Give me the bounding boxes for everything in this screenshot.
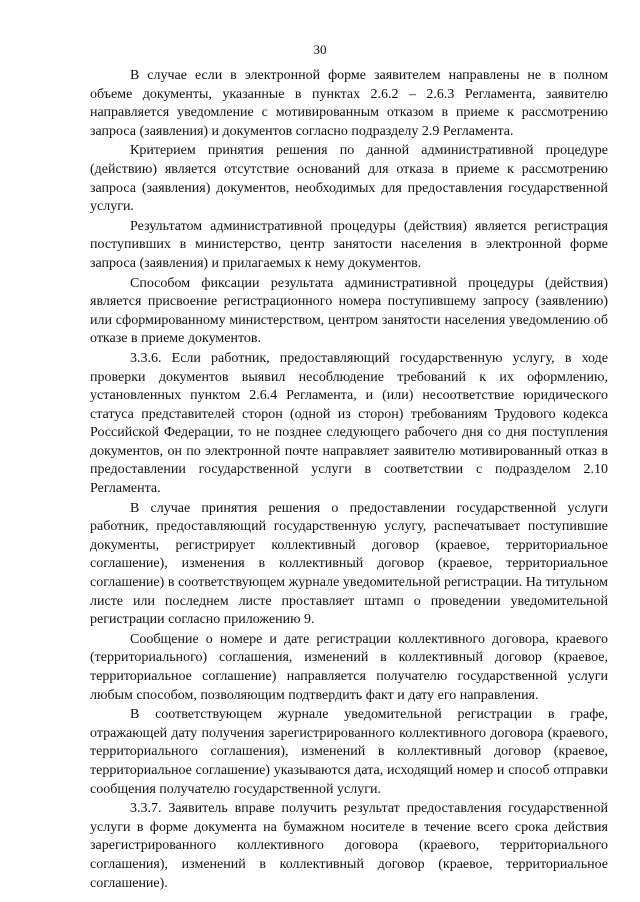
paragraph-7: Сообщение о номере и дате регистрации коллективного договора, краевого (территориального) соглашения, изменений в коллективный договор (краевое, территориальное соглашение) направляется получателю государственной услуги любым способом, позволяющим подтвердить факт и дату его направления. [90, 631, 608, 703]
paragraph-9: 3.3.7. Заявитель вправе получить результат предоставления государственной услуги в форме документа на бумажном носителе в течение всего срока действия зарегистрированного коллективного договора (краевого, территориального соглашения), изменений в коллективный договор (краевое, территориальное соглашение). [90, 801, 608, 891]
paragraph-2: Критерием принятия решения по данной административной процедуре (действию) является отсутствие оснований для отказа в приеме к рассмотрению запроса (заявления) документов, необходимых для предоставления государственной услуги. [90, 143, 608, 215]
paragraph-1: В случае если в электронной форме заявителем направлены не в полном объеме документы, указанные в пунктах 2.6.2 – 2.6.3 Регламента, заявителю направляется уведомление с мотивированным отказом в приеме к рассмотрению запроса (заявления) и документов согласно подразделу 2.9 Регламента. [90, 68, 608, 139]
paragraph-3: Результатом административной процедуры (действия) является регистрация поступивших в министерство, центр занятости населения в электронной форме запроса (заявления) и прилагаемых к нему документов. [90, 218, 608, 271]
paragraph-5: 3.3.6. Если работник, предоставляющий государственную услугу, в ходе проверки документов выявил несоблюдение требований к их оформлению, установленных пунктом 2.6.4 Регламента, и (или) несоответствие юридического статуса представителей сторон (одной из сторон) требованиям Трудового кодекса Российской Федерации, то не позднее следующего рабочего дня со дня поступления документов, он по электронной почте направляет заявителю мотивированный отказ в предоставлении государственной услуги в соответствии с подразделом 2.10 Регламента. [90, 350, 608, 497]
paragraph-8: В соответствующем журнале уведомительной регистрации в графе, отражающей дату получения зарегистрированного коллективного договора (краевого, территориального соглашения), изменений в коллективный договор (краевое, территориальное соглашение) указываются дата, исходящий номер и способ отправки сообщения получателю государственной услуги. [90, 707, 608, 797]
body-text [90, 67, 608, 893]
paragraph-6: В случае принятия решения о предоставлении государственной услуги работник, предоставляющий государственную услугу, распечатывает поступившие документы, регистрирует коллективный договор (краевое, территориальное соглашение), изменения в коллективный договор (краевое, территориальное соглашение) в соответствующем журнале уведомительной регистрации. На титульном листе или последнем листе проставляет штамп о проведении уведомительной регистрации согласно приложению 9. [90, 500, 608, 628]
paragraph-4: Способом фиксации результата административной процедуры (действия) является присвоение регистрационного номера поступившему запросу (заявлению) или сформированному министерством, центром занятости населения уведомлению об отказе в приеме документов. [90, 275, 608, 347]
page-number: 30 [313, 42, 327, 57]
